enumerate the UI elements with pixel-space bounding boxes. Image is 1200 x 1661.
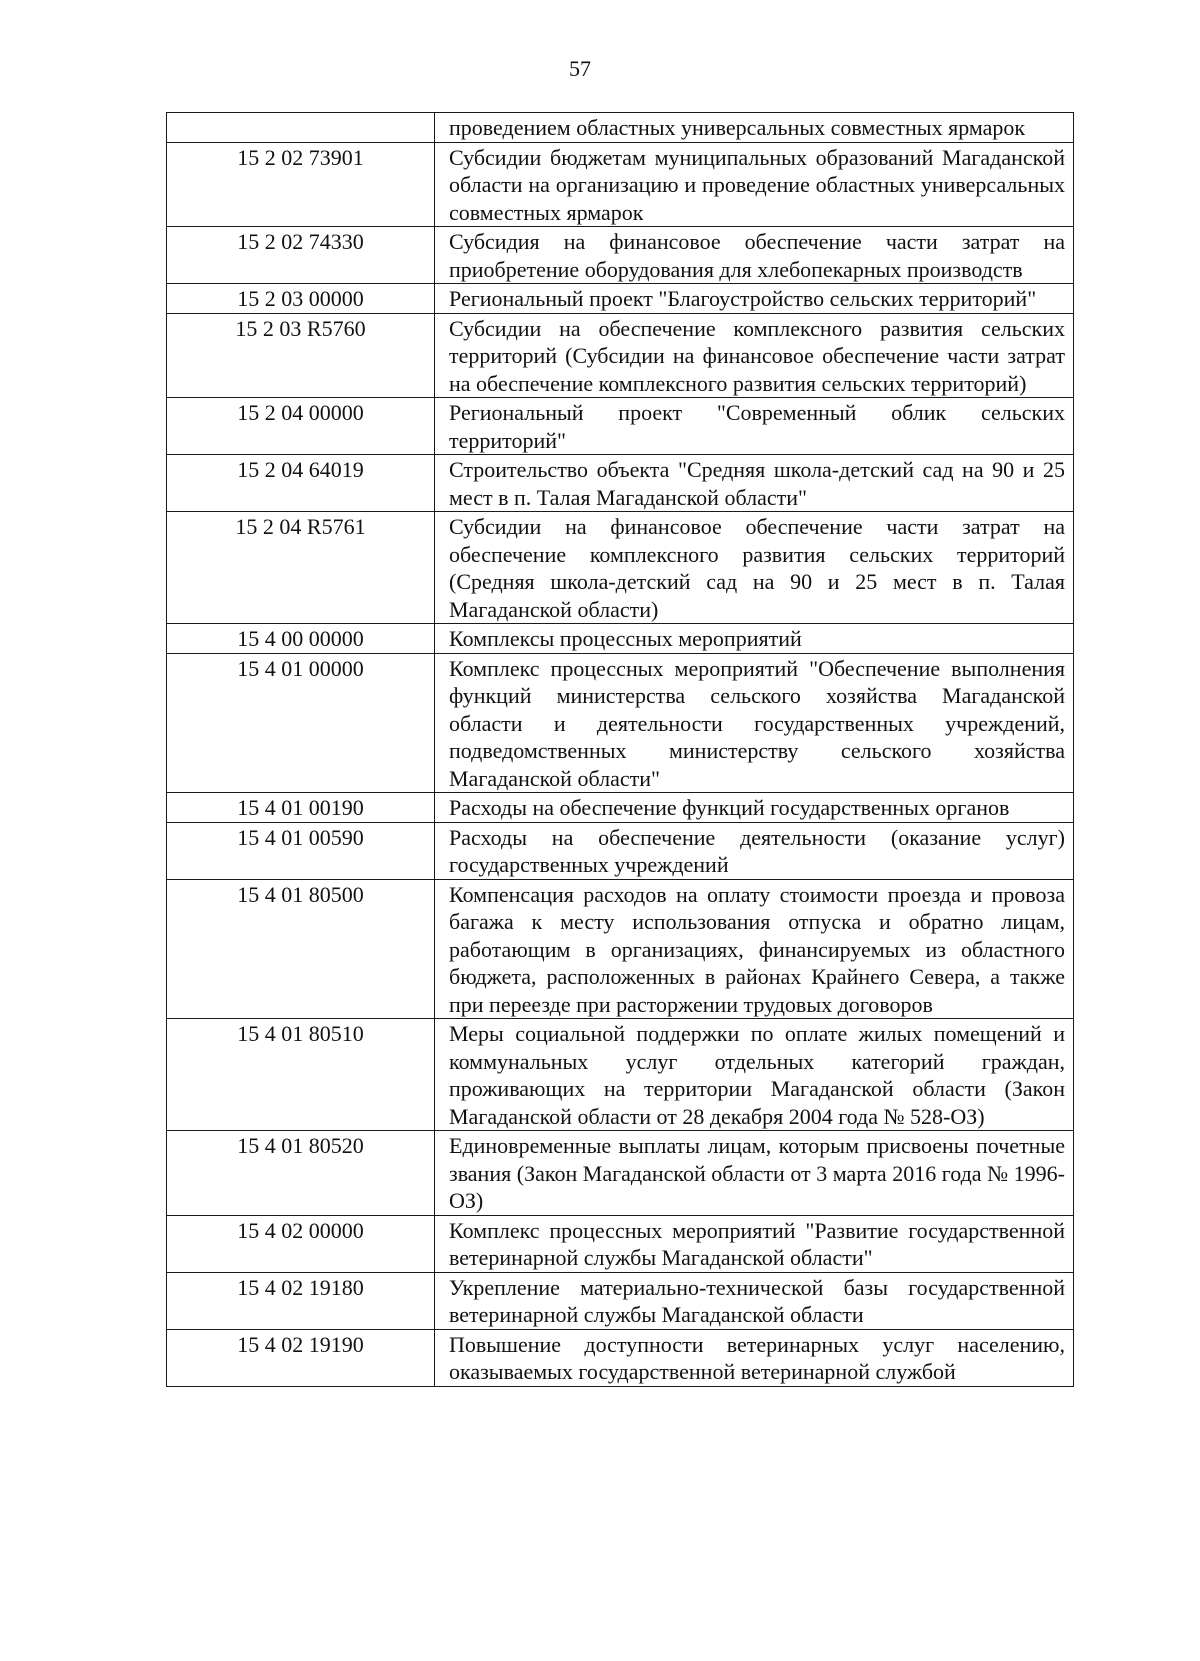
table-row [167,227,1074,284]
row-description: Единовременные выплаты лицам, которым присвоены почетные звания (Закон Магаданской области от 3 марта 2016 года № 1996-ОЗ) [435,1131,1074,1216]
row-description: Субсидии на обеспечение комплексного развития сельских территорий (Субсидии на финансовое обеспечение части затрат на обеспечение комплексного развития сельских территорий) [435,313,1074,398]
budget-code-table [166,112,1074,1387]
row-code: 15 2 03 R5760 [167,313,435,398]
row-description: Компенсация расходов на оплату стоимости проезда и провоза багажа к месту использования отпуска и обратно лицам, работающим в организациях, финансируемых из областного бюджета, расположенных в районах Крайнего Севера, а также при переезде при расторжении трудовых договоров [435,879,1074,1019]
row-description: Укрепление материально-технической базы государственной ветеринарной службы Магаданской области [435,1272,1074,1329]
table-row [167,455,1074,512]
row-code: 15 4 00 00000 [167,624,435,654]
table-row [167,142,1074,227]
table-row [167,284,1074,314]
table-row [167,624,1074,654]
row-code: 15 4 01 00590 [167,822,435,879]
row-code: 15 4 01 80500 [167,879,435,1019]
table-row [167,113,1074,143]
row-description: Расходы на обеспечение деятельности (оказание услуг) государственных учреждений [435,822,1074,879]
row-code: 15 2 03 00000 [167,284,435,314]
row-code: 15 4 02 19180 [167,1272,435,1329]
row-code: 15 2 04 R5761 [167,512,435,624]
row-description: Комплекс процессных мероприятий "Развитие государственной ветеринарной службы Магаданской области" [435,1215,1074,1272]
table-row [167,793,1074,823]
row-code: 15 4 01 80510 [167,1019,435,1131]
row-code: 15 4 01 00190 [167,793,435,823]
row-description: Региональный проект "Благоустройство сельских территорий" [435,284,1074,314]
table-row [167,653,1074,793]
table-row [167,1215,1074,1272]
row-description: Расходы на обеспечение функций государственных органов [435,793,1074,823]
row-description: Субсидии бюджетам муниципальных образований Магаданской области на организацию и проведение областных универсальных совместных ярмарок [435,142,1074,227]
row-code: 15 4 01 00000 [167,653,435,793]
row-code [167,113,435,143]
row-description: проведением областных универсальных совместных ярмарок [435,113,1074,143]
row-description: Строительство объекта "Средняя школа-детский сад на 90 и 25 мест в п. Талая Магаданской области" [435,455,1074,512]
row-description: Меры социальной поддержки по оплате жилых помещений и коммунальных услуг отдельных категорий граждан, проживающих на территории Магаданской области (Закон Магаданской области от 28 декабря 2004 года № 528-ОЗ) [435,1019,1074,1131]
table-row [167,313,1074,398]
row-code: 15 4 02 00000 [167,1215,435,1272]
row-description: Повышение доступности ветеринарных услуг населению, оказываемых государственной ветеринарной службой [435,1329,1074,1386]
table-row [167,1131,1074,1216]
row-code: 15 2 02 73901 [167,142,435,227]
table-row [167,822,1074,879]
row-description: Региональный проект "Современный облик сельских территорий" [435,398,1074,455]
table-row [167,1329,1074,1386]
row-code: 15 4 02 19190 [167,1329,435,1386]
table-row [167,1272,1074,1329]
row-code: 15 4 01 80520 [167,1131,435,1216]
row-description: Комплексы процессных мероприятий [435,624,1074,654]
row-description: Субсидии на финансовое обеспечение части затрат на обеспечение комплексного развития сельских территорий (Средняя школа-детский сад на 90 и 25 мест в п. Талая Магаданской области) [435,512,1074,624]
page-number: 57 [569,56,591,81]
row-code: 15 2 04 64019 [167,455,435,512]
table-row [167,879,1074,1019]
table-row [167,1019,1074,1131]
table-row [167,398,1074,455]
table-row [167,512,1074,624]
row-code: 15 2 02 74330 [167,227,435,284]
row-description: Комплекс процессных мероприятий "Обеспечение выполнения функций министерства сельского хозяйства Магаданской области и деятельности государственных учреждений, подведомственных министерству сельского хозяйства Магаданской области" [435,653,1074,793]
row-description: Субсидия на финансовое обеспечение части затрат на приобретение оборудования для хлебопекарных производств [435,227,1074,284]
row-code: 15 2 04 00000 [167,398,435,455]
